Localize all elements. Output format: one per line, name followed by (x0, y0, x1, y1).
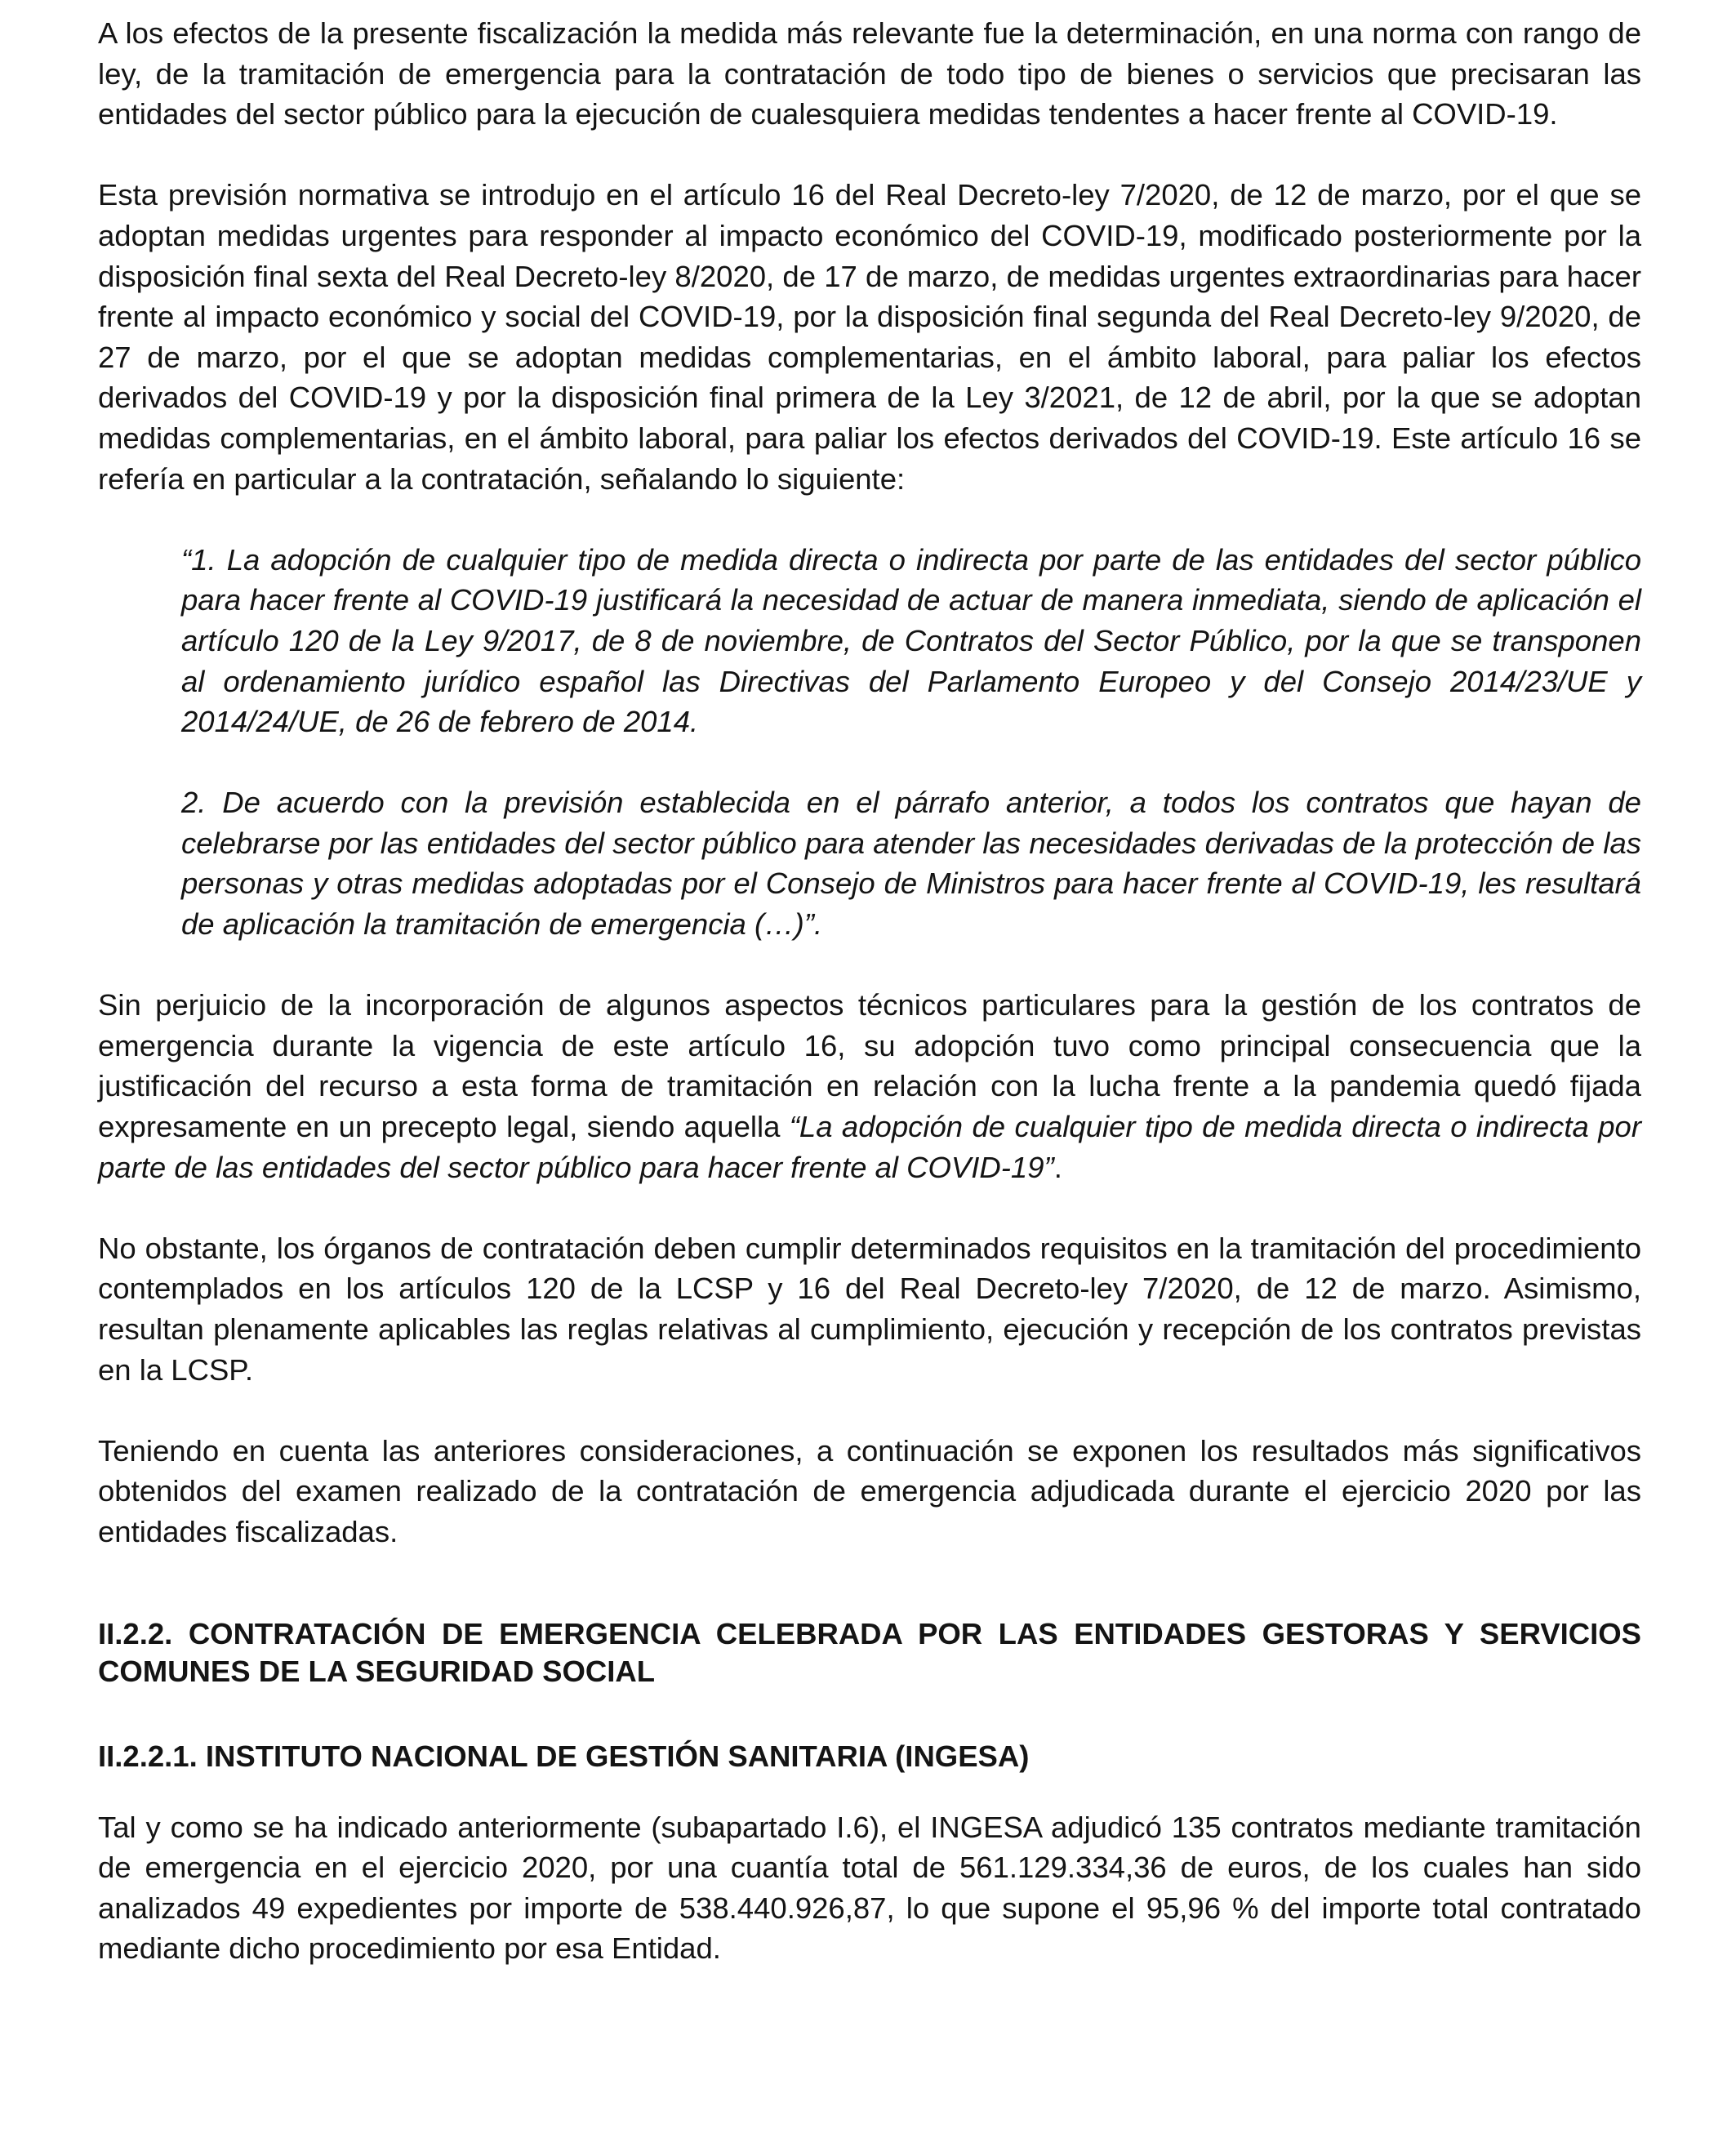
paragraph-ingesa-contracts: Tal y como se ha indicado anteriormente (subapartado I.6), el INGESA adjudicó 135 contratos mediante tramitación de emergencia en el ejercicio 2020, por una cuantía total de 561.129.334,36 de euros, de los cuales han sido analizados 49 expedientes por importe de 538.440.926,87, lo que supone el 95,96 % del importe total contratado mediante dicho procedimiento por esa Entidad. (98, 1810, 1641, 1966)
subsection-heading-ingesa: II.2.2.1. INSTITUTO NACIONAL DE GESTIÓN SANITARIA (INGESA) (98, 1739, 1030, 1773)
section-heading-emergency-contracting: II.2.2. CONTRATACIÓN DE EMERGENCIA CELEBRADA POR LAS ENTIDADES GESTORAS Y SERVICIOS COMUNES DE LA SEGURIDAD SOCIAL (98, 1616, 1641, 1688)
paragraph-normative-provision: Esta previsión normativa se introdujo en el artículo 16 del Real Decreto-ley 7/2020, de 12 de marzo, por el que se adoptan medidas urgentes para responder al impacto económico del COVID-19, modificado posteriormente por la disposición final sexta del Real Decreto-ley 8/2020, de 17 de marzo, de medidas urgentes extraordinarias para hacer frente al impacto económico y social del COVID-19, por la disposición final segunda del Real Decreto-ley 9/2020, de 27 de marzo, por el que se adoptan medidas complementarias, en el ámbito laboral, para paliar los efectos derivados del COVID-19 y por la disposición final primera de la Ley 3/2021, de 12 de abril, por la que se adoptan medidas complementarias, en el ámbito laboral, para paliar los efectos derivados del COVID-19. Este artículo 16 se refería en particular a la contratación, señalando lo siguiente: (98, 178, 1641, 496)
quote-article-16-point-1: “1. La adopción de cualquier tipo de medida directa o indirecta por parte de las entidades del sector público para hacer frente al COVID-19 justificará la necesidad de actuar de manera inmediata, siendo de aplicación el artículo 120 de la Ley 9/2017, de 8 de noviembre, de Contratos del Sector Público, por la que se transponen al ordenamiento jurídico español las Directivas del Parlamento Europeo y del Consejo 2014/23/UE y 2014/24/UE, de 26 de febrero de 2014. (181, 542, 1641, 739)
paragraph-results-intro: Teniendo en cuenta las anteriores consideraciones, a continuación se exponen los resultados más significativos obtenidos del examen realizado de la contratación de emergencia adjudicada durante el ejercicio 2020 por las entidades fiscalizadas. (98, 1433, 1641, 1548)
paragraph-consequence-quote: “La adopción de cualquier tipo de medida directa o indirecta por parte de las entidades del sector público para hacer frente al COVID-19” (98, 1110, 1641, 1184)
paragraph-intro: A los efectos de la presente fiscalización la medida más relevante fue la determinación, en una norma con rango de ley, de la tramitación de emergencia para la contratación de todo tipo de bienes o servicios que precisaran las entidades del sector público para la ejecución de cualesquiera medidas tendentes a hacer frente al COVID-19. (98, 16, 1641, 131)
document-page (98, 13, 1641, 2010)
quote-article-16-point-2: 2. De acuerdo con la previsión establecida en el párrafo anterior, a todos los contratos que hayan de celebrarse por las entidades del sector público para atender las necesidades derivadas de la protección de las personas y otras medidas adoptadas por el Consejo de Ministros para hacer frente al COVID-19, les resultará de aplicación la tramitación de emergencia (…)”. (181, 786, 1641, 942)
paragraph-requirements: No obstante, los órganos de contratación deben cumplir determinados requisitos en la tramitación del procedimiento contemplados en los artículos 120 de la LCSP y 16 del Real Decreto-ley 7/2020, de 12 de marzo. Asimismo, resultan plenamente aplicables las reglas relativas al cumplimiento, ejecución y recepción de los contratos previstas en la LCSP. (98, 1231, 1641, 1387)
paragraph-consequence (98, 985, 1641, 1187)
paragraph-consequence-text: Sin perjuicio de la incorporación de algunos aspectos técnicos particulares para la gestión de los contratos de emergencia durante la vigencia de este artículo 16, su adopción tuvo como principal consecuencia que la justificación del recurso a esta forma de tramitación en relación con la lucha frente a la pandemia quedó fijada expresamente en un precepto legal, siendo aquella (98, 988, 1641, 1144)
paragraph-consequence-end: . (1053, 1150, 1062, 1184)
